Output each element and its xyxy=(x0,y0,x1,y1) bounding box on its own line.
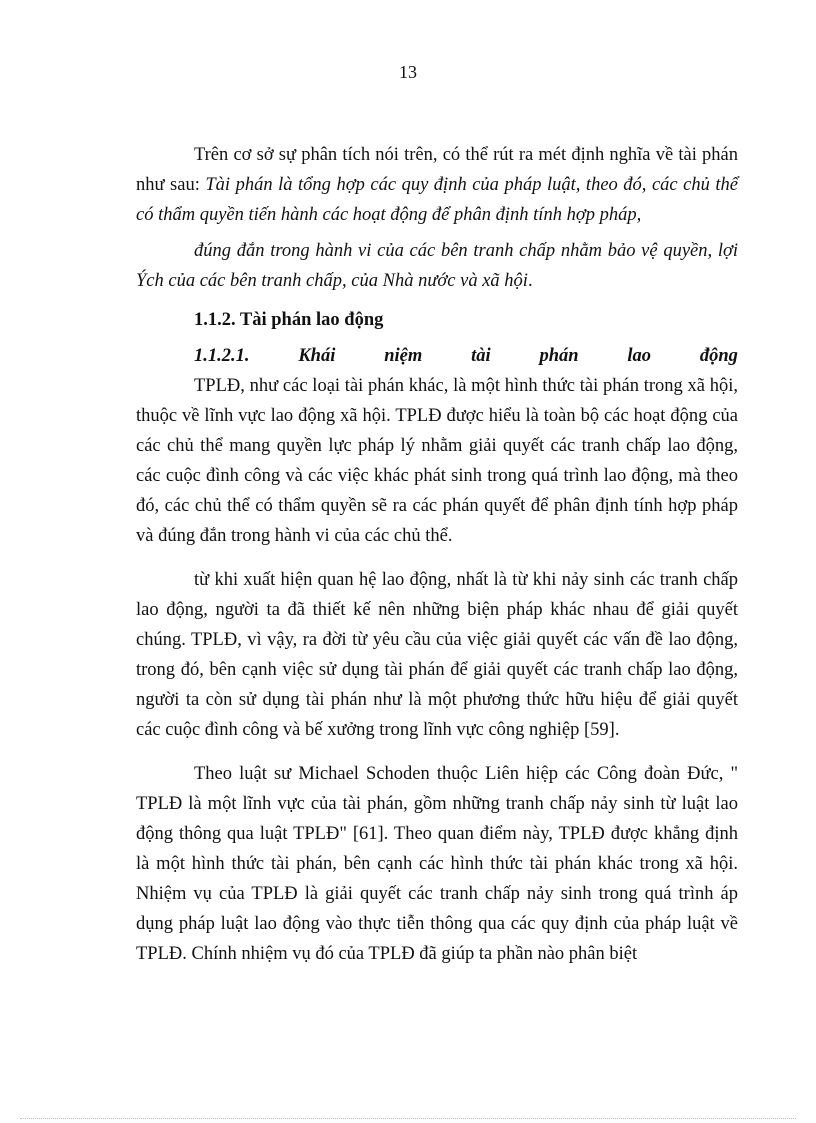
definition-text-part2: đúng đắn trong hành vi của các bên tranh chấp nhằm bảo vệ quyền, lợi Ých của các bên tranh chấp, của Nhà nước và xã hội xyxy=(136,241,738,291)
section-heading-1-1-2: 1.1.2. Tài phán lao động xyxy=(194,310,384,330)
paragraph-tpld-definition: TPLĐ, như các loại tài phán khác, là một hình thức tài phán trong xã hội, thuộc về lĩnh vực lao động xã hội. TPLĐ được hiểu là toàn bộ các hoạt động của các chủ thể mang quyền lực pháp lý nhằm giải quyết các tranh chấp lao động, các cuộc đình công và các việc khác phát sinh trong quá trình lao động, mà theo đó, các chủ thể có thẩm quyền sẽ ra các phán quyết để phân định tính hợp pháp và đúng đắn trong hành vi của các chủ thể. xyxy=(136,376,738,546)
paragraph-definition-cont xyxy=(136,236,738,296)
heading-word: lao xyxy=(627,346,652,366)
paragraph-definition-intro xyxy=(136,140,738,230)
heading-word: phán xyxy=(539,346,579,366)
heading-word: niệm xyxy=(384,346,423,366)
definition-tail: . xyxy=(527,271,533,291)
paragraph-lead-text: Trên cơ sở sự phân tích nói trên, có thể rút ra mét định nghĩa về tài phán như sau: xyxy=(136,145,738,195)
document-body xyxy=(136,140,738,969)
subsection-heading-1-1-2-1 xyxy=(136,341,738,371)
definition-text-part1: Tài phán là tổng hợp các quy định của pháp luật, theo đó, các chủ thể có thẩm quyền tiến hành các hoạt động để phân định tính hợp pháp, xyxy=(136,175,738,225)
paragraph-schoden-quote: Theo luật sư Michael Schoden thuộc Liên hiệp các Công đoàn Đức, " TPLĐ là một lĩnh vực của tài phán, gồm những tranh chấp nảy sinh từ luật lao động thông qua luật TPLĐ" [61]. Theo quan điểm này, TPLĐ được khẳng định là một hình thức tài phán, bên cạnh các hình thức tài phán khác trong xã hội. Nhiệm vụ của TPLĐ là giải quyết các tranh chấp nảy sinh trong quá trình áp dụng pháp luật lao động vào thực tiễn thông qua các quy định của pháp luật về TPLĐ. Chính nhiệm vụ đó của TPLĐ đã giúp ta phần nào phân biệt xyxy=(136,764,738,964)
heading-word: 1.1.2.1. xyxy=(194,346,250,366)
page-bottom-border xyxy=(20,1118,796,1119)
heading-word: động xyxy=(699,346,738,366)
page-number: 13 xyxy=(399,62,417,82)
heading-word: Khái xyxy=(298,346,336,366)
heading-word: tài xyxy=(471,346,491,366)
paragraph-tpld-origin: từ khi xuất hiện quan hệ lao động, nhất là từ khi nảy sinh các tranh chấp lao động, người ta đã thiết kế nên những biện pháp khác nhau để giải quyết chúng. TPLĐ, vì vậy, ra đời từ yêu cầu của việc giải quyết các vấn đề lao động, trong đó, bên cạnh việc sử dụng tài phán để giải quyết các tranh chấp lao động, người ta còn sử dụng tài phán như là một phương thức hữu hiệu để giải quyết các cuộc đình công và bế xưởng trong lĩnh vực công nghiệp [59]. xyxy=(136,570,738,740)
